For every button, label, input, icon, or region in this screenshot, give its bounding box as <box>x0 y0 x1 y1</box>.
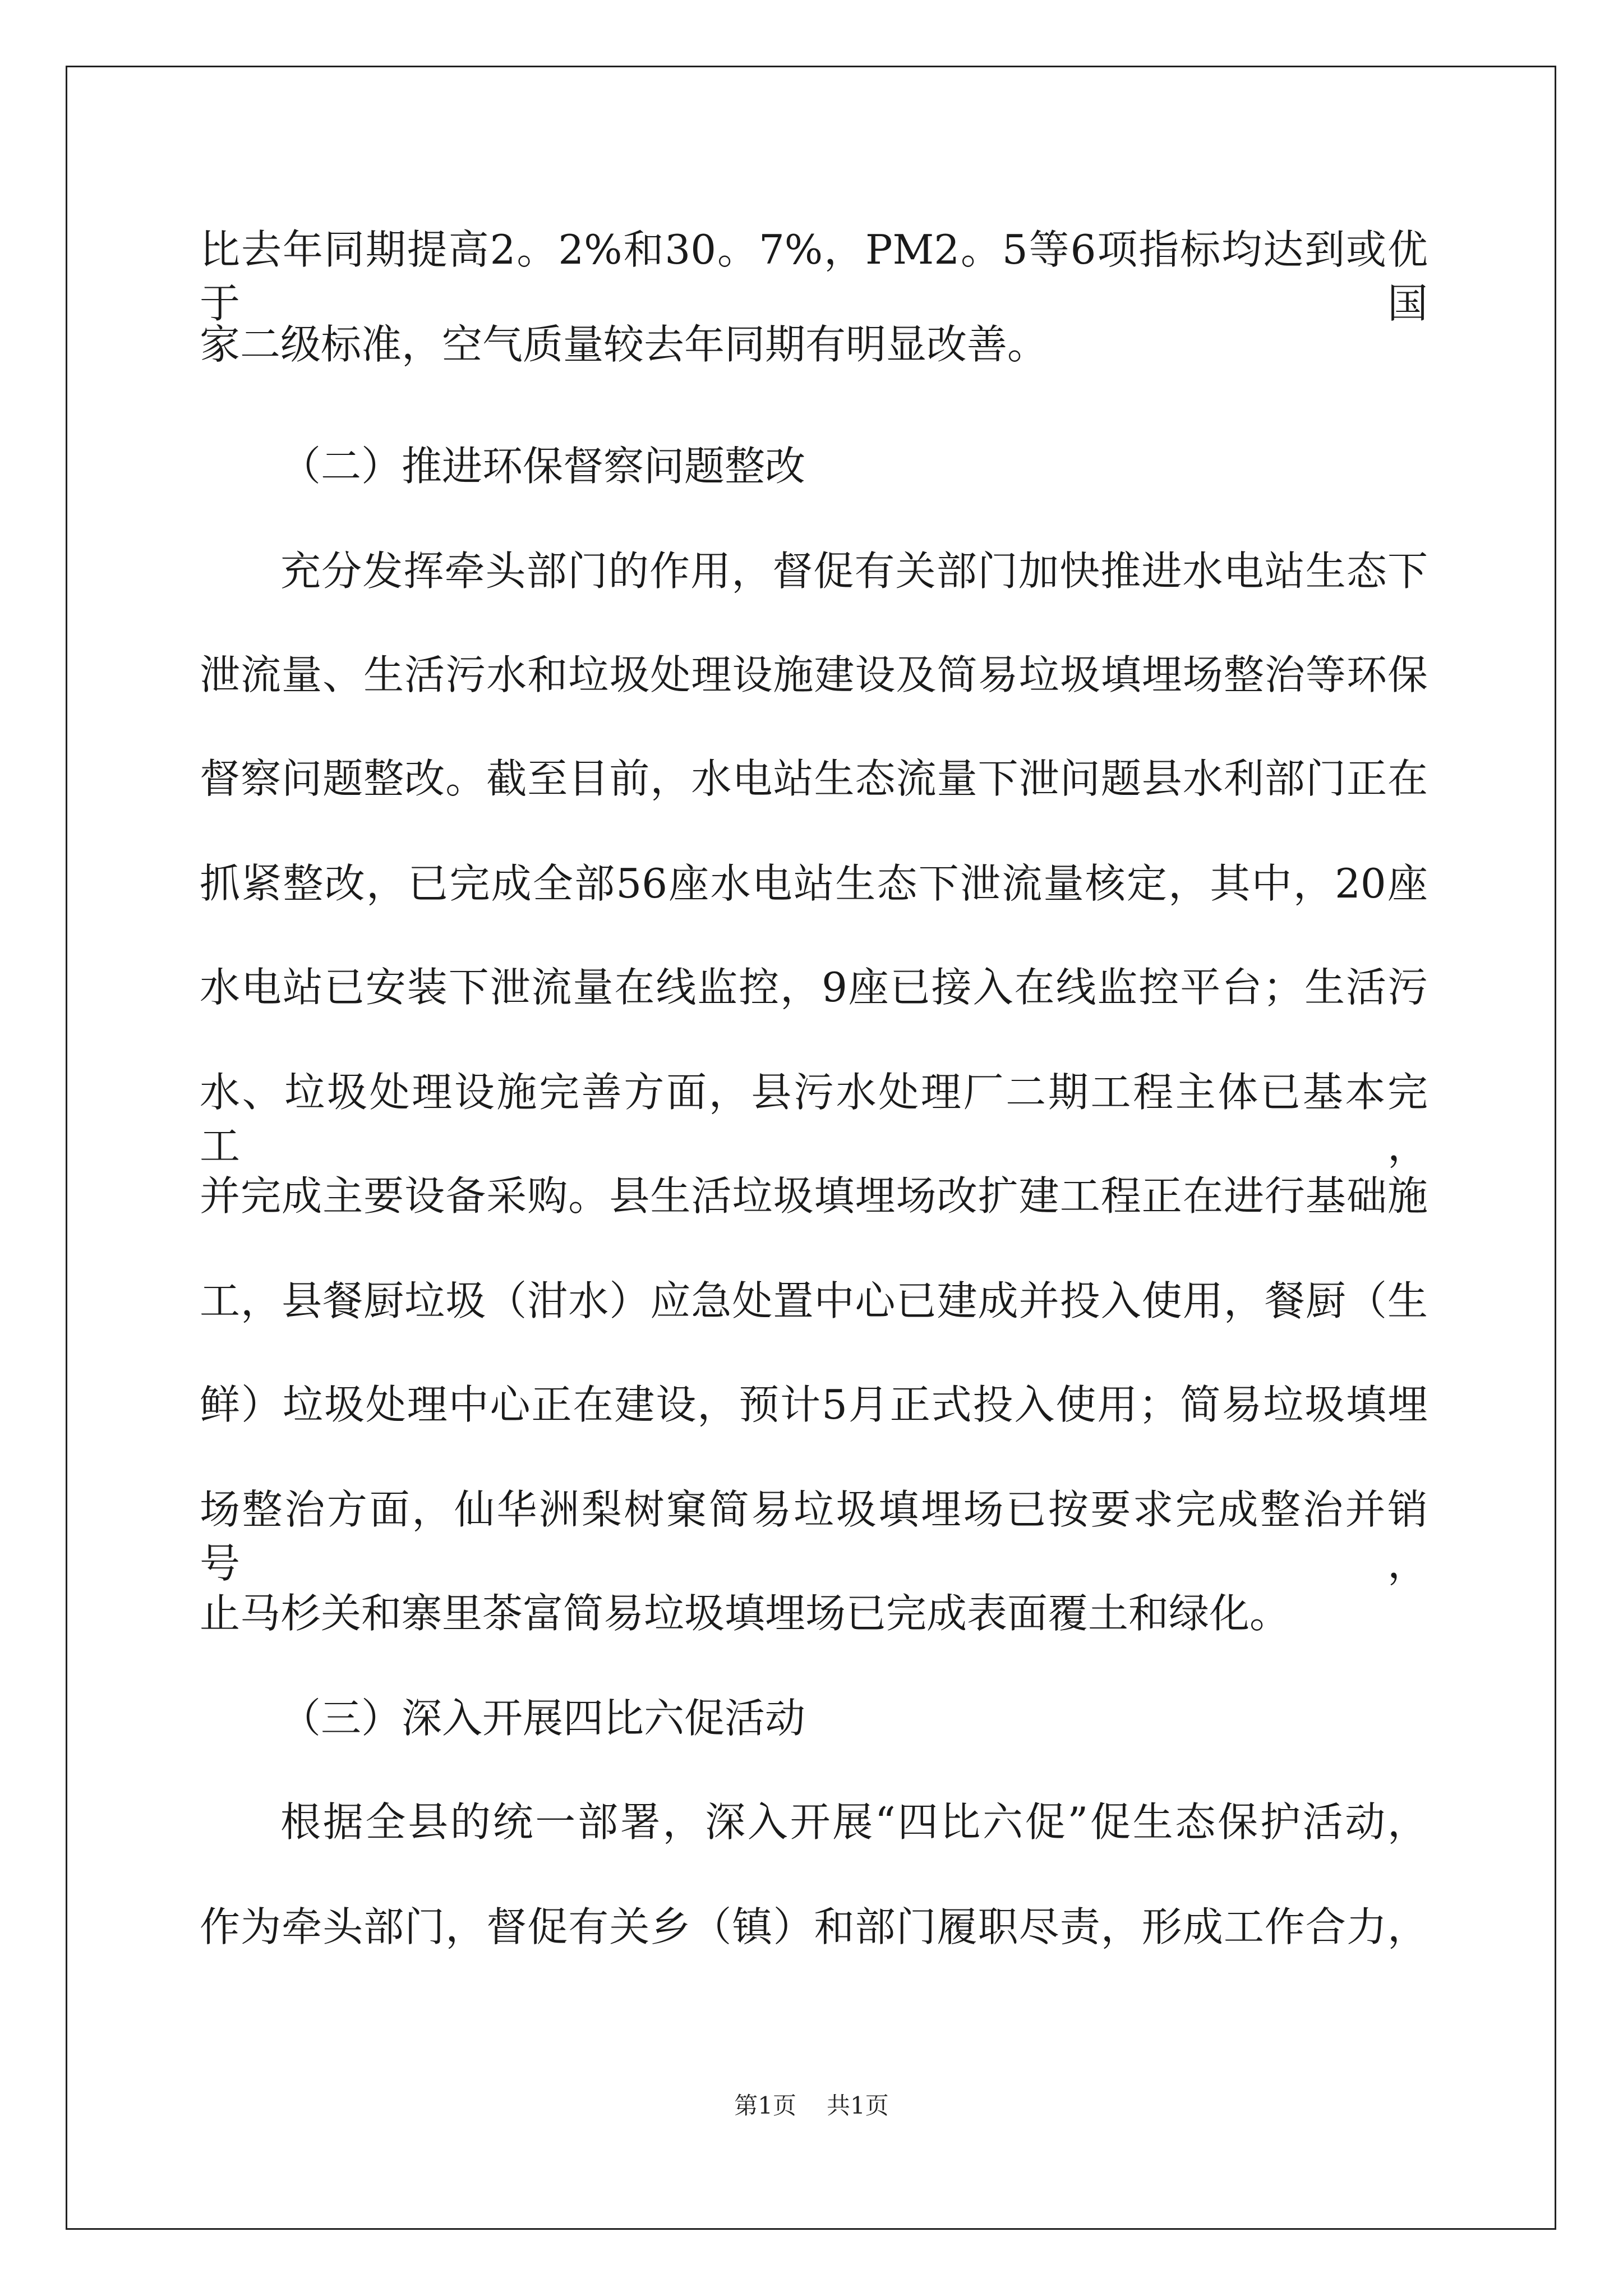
body-text-line: 场整治方面，仙华洲梨树窠简易垃圾填埋场已按要求完成整治并销号， <box>200 1486 1428 1587</box>
body-text-line: 鲜）垃圾处理中心正在建设，预计5月正式投入使用；简易垃圾填埋 <box>200 1381 1428 1428</box>
page-total: 共1页 <box>827 2092 889 2119</box>
body-text-line: 水电站已安装下泄流量在线监控，9座已接入在线监控平台；生活污 <box>200 964 1428 1011</box>
body-text-line: 充分发挥牵头部门的作用，督促有关部门加快推进水电站生态下 <box>280 547 1428 595</box>
body-text-line: 根据全县的统一部署，深入开展“四比六促”促生态保护活动， <box>280 1798 1428 1846</box>
page-footer <box>0 2090 1623 2122</box>
body-text-line: 比去年同期提高2。2%和30。7%，PM2。5等6项指标均达到或优于国 <box>200 226 1428 327</box>
section-heading: （三）深入开展四比六促活动 <box>280 1695 806 1742</box>
body-text-line: 作为牵头部门，督促有关乡（镇）和部门履职尽责，形成工作合力， <box>200 1903 1428 1950</box>
body-text-line: 工，县餐厨垃圾（泔水）应急处置中心已建成并投入使用，餐厨（生 <box>200 1277 1428 1324</box>
page-number: 第1页 <box>734 2092 796 2119</box>
section-heading: （二）推进环保督察问题整改 <box>280 443 806 490</box>
body-text-line: 止马杉关和寨里茶富简易垃圾填埋场已完成表面覆土和绿化。 <box>200 1590 1290 1637</box>
body-text-line: 泄流量、生活污水和垃圾处理设施建设及简易垃圾填埋场整治等环保 <box>200 651 1428 698</box>
body-text-line: 督察问题整改。截至目前，水电站生态流量下泄问题县水利部门正在 <box>200 755 1428 802</box>
body-text-line: 并完成主要设备采购。县生活垃圾填埋场改扩建工程正在进行基础施 <box>200 1172 1428 1220</box>
body-text-line: 抓紧整改，已完成全部56座水电站生态下泄流量核定，其中，20座 <box>200 860 1428 907</box>
body-text-line: 家二级标准，空气质量较去年同期有明显改善。 <box>200 321 1048 368</box>
body-text-line: 水、垃圾处理设施完善方面，县污水处理厂二期工程主体已基本完工， <box>200 1069 1428 1170</box>
